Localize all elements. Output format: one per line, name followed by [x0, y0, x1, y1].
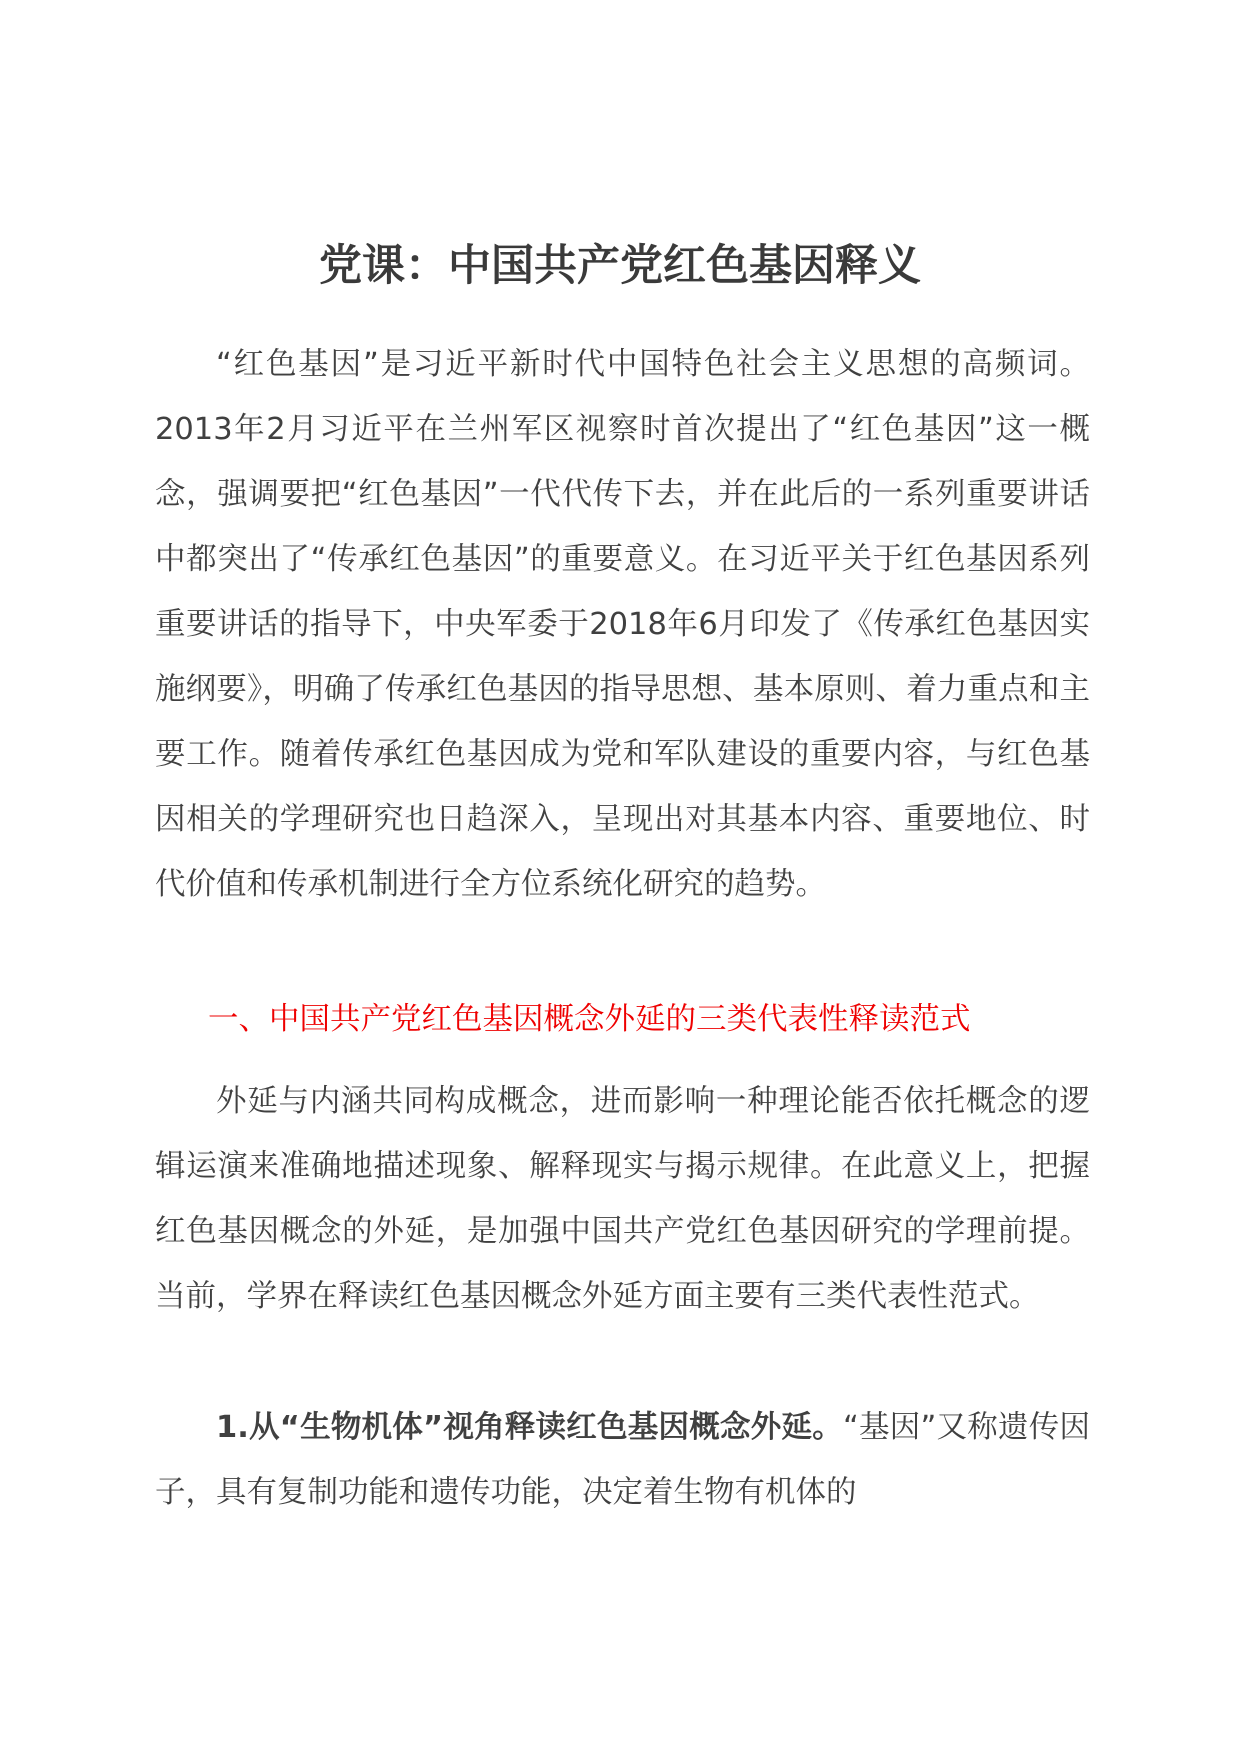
section-heading-1: 一、中国共产党红色基因概念外延的三类代表性释读范式 — [208, 1002, 971, 1037]
subsection-1-lead: 1.从“生物机体”视角释读红色基因概念外延。 — [216, 1410, 843, 1445]
document-title: 党课：中国共产党红色基因释义 — [319, 241, 921, 291]
intro-paragraph: “红色基因”是习近平新时代中国特色社会主义思想的高频词。2013年2月习近平在兰州军区视察时首次提出了“红色基因”这一概念，强调要把“红色基因”一代代传下去，并在此后的一系列重要讲话中都突出了“传承红色基因”的重要意义。在习近平关于红色基因系列重要讲话的指导下，中央军委于2018年6月印发了《传承红色基因实施纲要》，明确了传承红色基因的指导思想、基本原则、着力重点和主要工作。随着传承红色基因成为党和军队建设的重要内容，与红色基因相关的学理研究也日趋深入，呈现出对其基本内容、重要地位、时代价值和传承机制进行全方位系统化研究的趋势。 — [155, 347, 1090, 902]
section-1-paragraph: 外延与内涵共同构成概念，进而影响一种理论能否依托概念的逻辑运演来准确地描述现象、解释现实与揭示规律。在此意义上，把握红色基因概念的外延，是加强中国共产党红色基因研究的学理前提。当前，学界在释读红色基因概念外延方面主要有三类代表性范式。 — [155, 1084, 1090, 1314]
subsection-1-paragraph — [155, 1395, 1090, 1525]
subsection-1-text: “基因”又称遗传因子，具有复制功能和遗传功能，决定着生物有机体的 — [155, 1410, 1090, 1510]
